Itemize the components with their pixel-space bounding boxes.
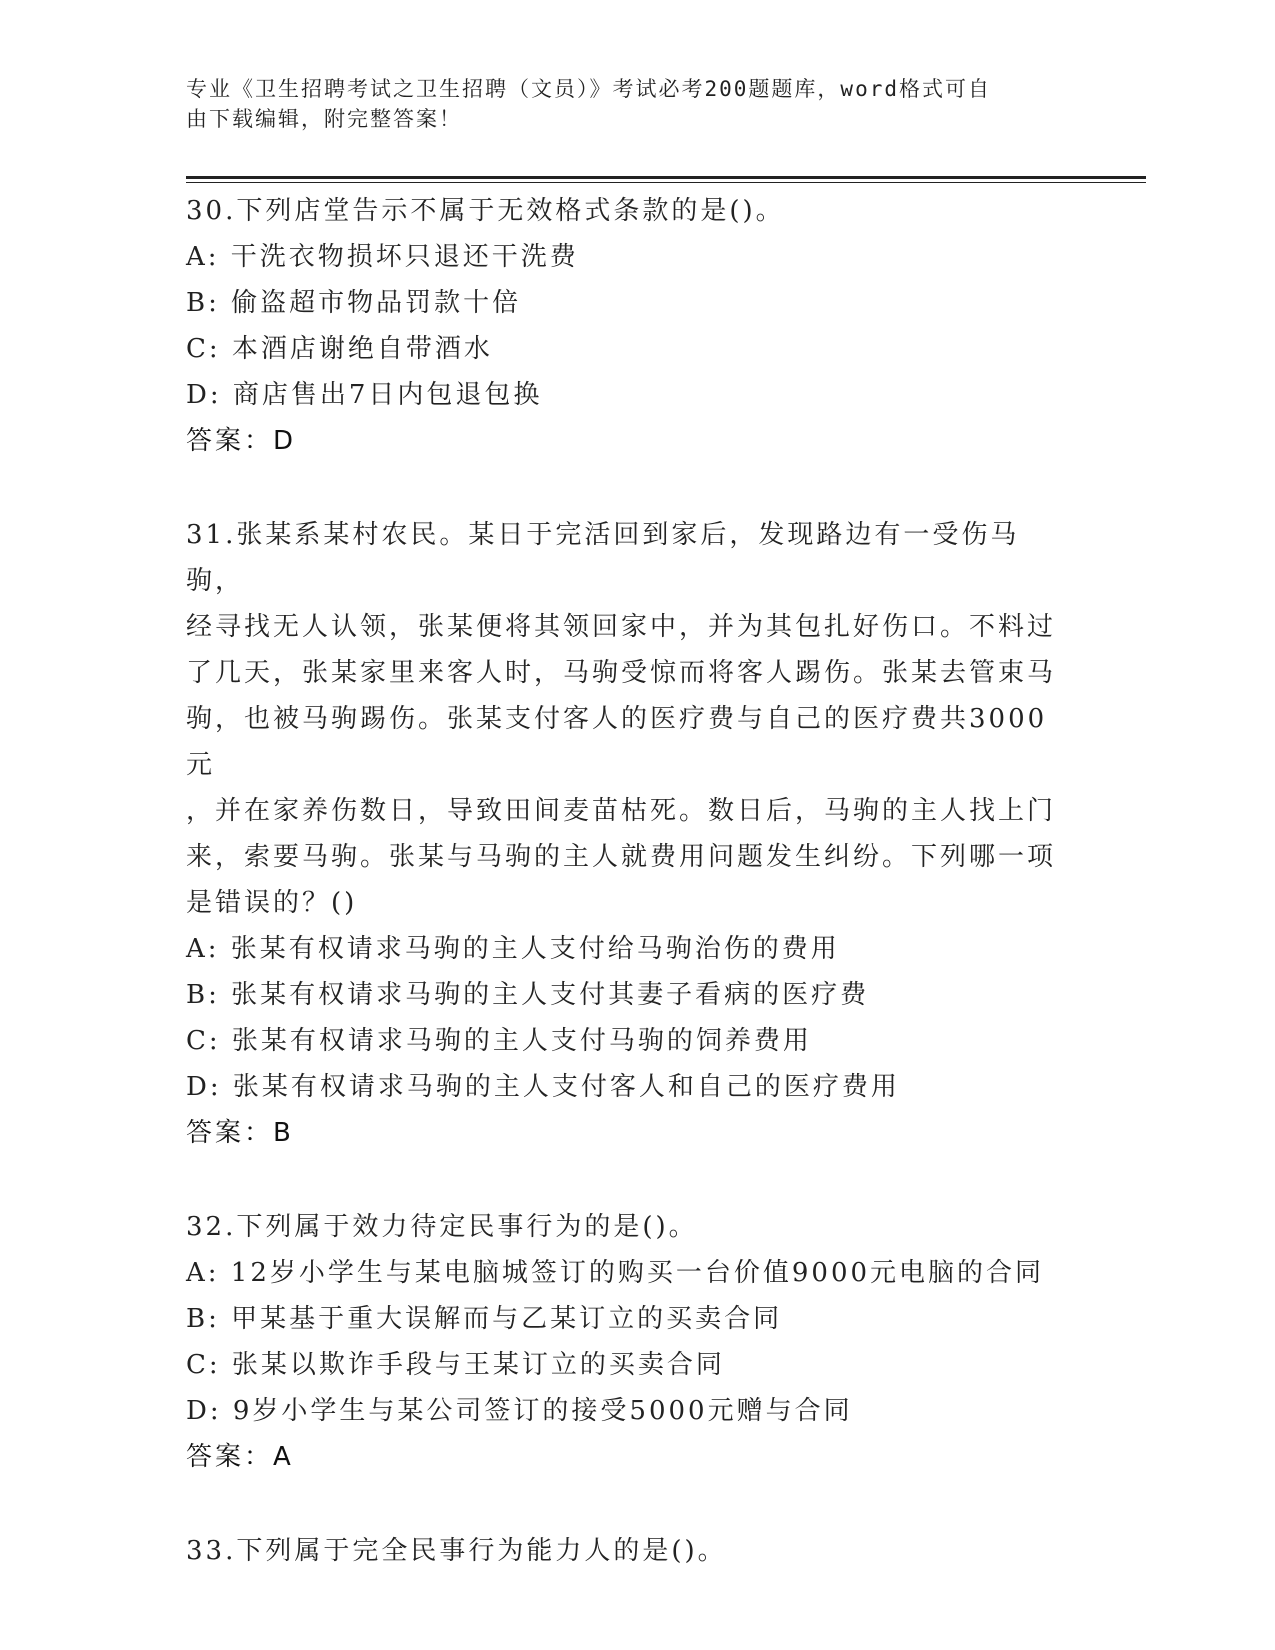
- question-stem-line: 了几天，张某家里来客人时，马驹受惊而将客人踢伤。张某去管束马: [186, 658, 1057, 688]
- header-divider-thick: [186, 176, 1146, 179]
- header-divider-thin: [186, 182, 1146, 183]
- question-stem-line: ，并在家养伤数日，导致田间麦苗枯死。数日后，马驹的主人找上门: [186, 796, 1057, 826]
- option-d: D: 张某有权请求马驹的主人支付客人和自己的医疗费用: [186, 1072, 900, 1102]
- question-spacer: [186, 1156, 1066, 1204]
- question-stem-line: 31.张某系某村农民。某日于完活回到家后，发现路边有一受伤马驹，: [186, 520, 1020, 596]
- option-d: D: 9岁小学生与某公司签订的接受5000元赠与合同: [186, 1396, 853, 1426]
- option-b: B: 张某有权请求马驹的主人支付其妻子看病的医疗费: [186, 980, 870, 1010]
- question-32: [186, 1204, 1066, 1480]
- question-stem-line: 是错误的？(): [186, 888, 358, 918]
- question-spacer: [186, 1480, 1066, 1528]
- option-b: B: 甲某基于重大误解而与乙某订立的买卖合同: [186, 1304, 783, 1334]
- question-stem-line: 来，索要马驹。张某与马驹的主人就费用问题发生纠纷。下列哪一项: [186, 842, 1057, 872]
- question-stem: 32.下列属于效力待定民事行为的是()。: [186, 1212, 698, 1242]
- option-a: A: 12岁小学生与某电脑城签订的购买一台价值9000元电脑的合同: [186, 1258, 1045, 1288]
- option-c: C: 本酒店谢绝自带酒水: [186, 334, 493, 364]
- question-stem-line: 经寻找无人认领，张某便将其领回家中，并为其包扎好伤口。不料过: [186, 612, 1057, 642]
- option-a: A: 张某有权请求马驹的主人支付给马驹治伤的费用: [186, 934, 840, 964]
- option-c: C: 张某以欺诈手段与王某订立的买卖合同: [186, 1350, 725, 1380]
- header-line-1: 专业《卫生招聘考试之卫生招聘（文员）》考试必考200题题库，word格式可自: [186, 77, 991, 101]
- option-a: A: 干洗衣物损坏只退还干洗费: [186, 242, 579, 272]
- option-c: C: 张某有权请求马驹的主人支付马驹的饲养费用: [186, 1026, 812, 1056]
- answer: 答案：B: [186, 1118, 294, 1148]
- header-line-2: 由下载编辑，附完整答案！: [186, 107, 462, 131]
- answer: 答案：A: [186, 1442, 294, 1472]
- question-stem: 33.下列属于完全民事行为能力人的是()。: [186, 1536, 727, 1566]
- document-header: [186, 74, 1066, 134]
- question-stem-line: 驹，也被马驹踢伤。张某支付客人的医疗费与自己的医疗费共3000元: [186, 704, 1048, 780]
- question-30: [186, 188, 1066, 464]
- question-33: [186, 1528, 1066, 1574]
- question-spacer: [186, 464, 1066, 512]
- option-b: B: 偷盗超市物品罚款十倍: [186, 288, 522, 318]
- answer: 答案：D: [186, 426, 297, 456]
- question-31: [186, 512, 1066, 1156]
- question-list: [186, 188, 1066, 1574]
- question-stem: 30.下列店堂告示不属于无效格式条款的是()。: [186, 196, 785, 226]
- option-d: D: 商店售出7日内包退包换: [186, 380, 543, 410]
